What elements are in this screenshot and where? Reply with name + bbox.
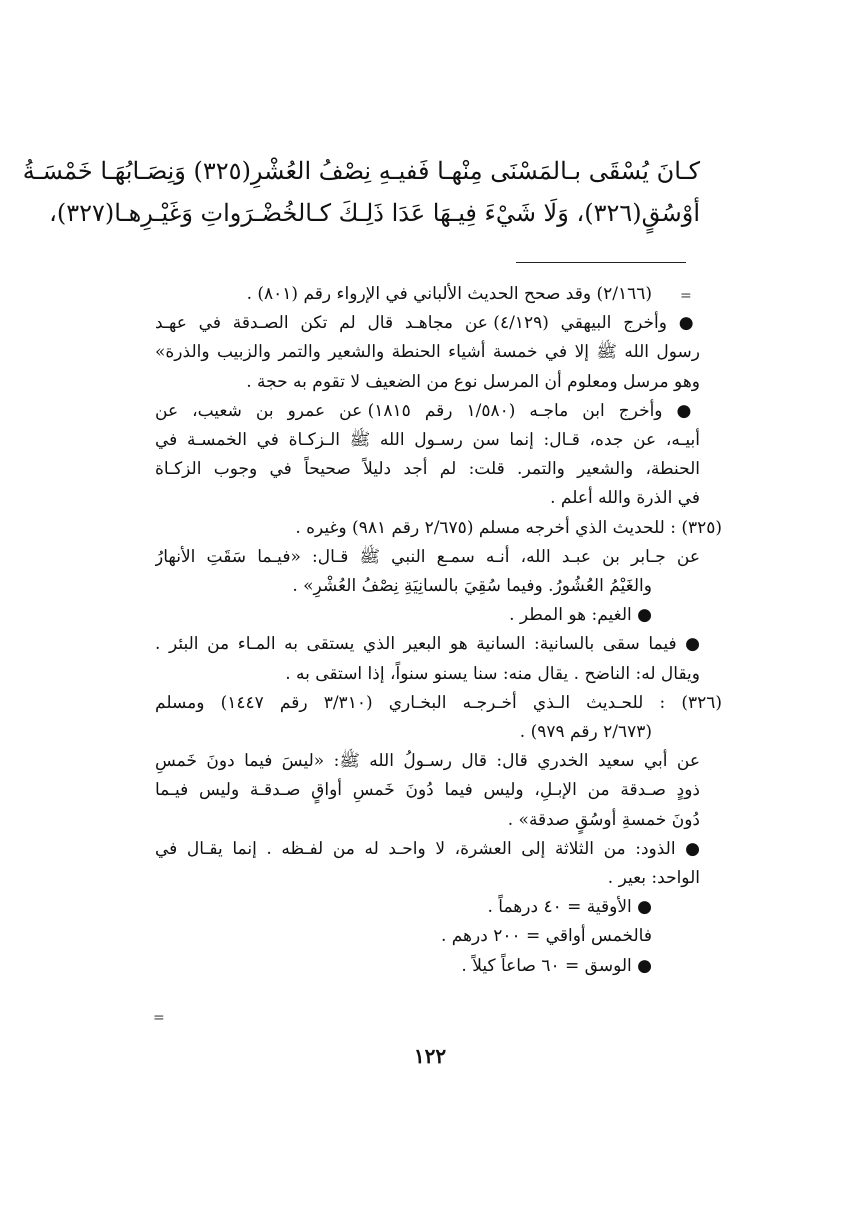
footnote-line: في الذرة والله أعلم .	[550, 488, 700, 509]
footnote-line: عن جـابر بن عبـد الله، أنـه سمـع النبي ﷺ قـال: «فيـما سَقَتِ الأنهارُ	[155, 546, 700, 567]
footnote-line: ويقال له: الناضح . يقال منه: سنا يسنو سنواً، إذا استقى به .	[285, 663, 700, 684]
margin-mark-top: =	[680, 288, 692, 304]
footnote-line: ● الأوقية = ٤٠ درهماً .	[487, 897, 652, 918]
footnote-line: ● الذود: من الثلاثة إلى العشرة، لا واحـد له من لفـظه . إنما يقـال في	[155, 838, 700, 859]
footnotes	[155, 280, 722, 981]
footnote-line: أبيـه، عن جده، قـال: إنما سن رسـول الله ﷺ الـزكـاة في الخمسـة في	[155, 430, 700, 451]
footnote-separator	[516, 262, 686, 263]
footnote-line: (٣٢٦) : للحـديث الـذي أخـرجـه البخـاري (٣/٣١٠ رقم ١٤٤٧) ومسلم	[155, 692, 722, 713]
footnote-line: ● الغيم: هو المطر .	[509, 605, 652, 626]
footnote-line: الحنطة، والشعير والتمر. قلت: لم أجد دليلاً صحيحاً في وجوب الزكـاة	[155, 459, 700, 480]
main-text-line-1: كـانَ يُسْقَى بـالمَسْنَى مِنْهـا فَفيـهِ نِصْفُ العُشْرِ(٣٢٥) وَنِصَـابُهَـا خَمْسَـةُ	[22, 157, 700, 185]
page-number: ١٢٢	[413, 1044, 447, 1068]
footnote-line: (٢/١٦٦) وقد صحح الحديث الألباني في الإرواء رقم (٨٠١) .	[246, 284, 652, 304]
main-text	[22, 150, 700, 234]
footnote-line: (٣٢٥) : للحديث الذي أخرجه مسلم (٢/٦٧٥ رقم ٩٨١) وغيره .	[295, 517, 722, 538]
footnote-line: (٢/٦٧٣ رقم ٩٧٩) .	[519, 722, 652, 743]
footnote-line: فالخمس أواقي = ٢٠٠ درهم .	[440, 926, 652, 947]
footnote-line: وهو مرسل ومعلوم أن المرسل نوع من الضعيف لا تقوم به حجة .	[246, 371, 700, 392]
footnote-line: رسول الله ﷺ إلا في خمسة أشياء الحنطة والشعير والتمر والزبيب والذرة»	[155, 342, 700, 363]
footnote-line: ذودٍ صـدقة من الإبـلِ، وليس فيما دُونَ خَمسِ أواقٍ صـدقـة وليس فيـما	[155, 780, 700, 801]
footnote-line: الواحد: بعير .	[607, 868, 700, 889]
margin-mark-bottom: =	[153, 1010, 165, 1026]
footnote-line: ● فيما سقى بالسانية: السانية هو البعير الذي يستقى به المـاء من البئر .	[155, 634, 700, 655]
footnote-line: ● وأخرج البيهقي (٤/١٢٩) عن مجاهـد قال لم تكن الصـدقة في عهـد	[155, 313, 700, 334]
footnote-line: والغَيْمُ العُشُورُ. وفيما سُقِيَ بالسانِيَةِ نِصْفُ العُشْرِ» .	[292, 576, 652, 597]
main-text-line-2: أوْسُقٍ(٣٢٦)، وَلَا شَيْءَ فِيـهَا عَدَا ذَلِـكَ كـالخُضْـرَواتِ وَغَيْـرِهـا(٣٢٧)،	[49, 199, 700, 227]
footnote-line: دُونَ خمسةِ أوسُقٍ صدقة» .	[507, 809, 700, 830]
footnote-line: عن أبي سعيد الخدري قال: قال رسـولُ الله ﷺ: «ليسَ فيما دونَ خَمسِ	[155, 751, 700, 772]
footnote-line: ● الوسق = ٦٠ صاعاً كيلاً .	[461, 955, 652, 976]
footnote-line: ● وأخرج ابن ماجـه (١/٥٨٠ رقم ١٨١٥) عن عمرو بن شعيب، عن	[155, 400, 700, 421]
